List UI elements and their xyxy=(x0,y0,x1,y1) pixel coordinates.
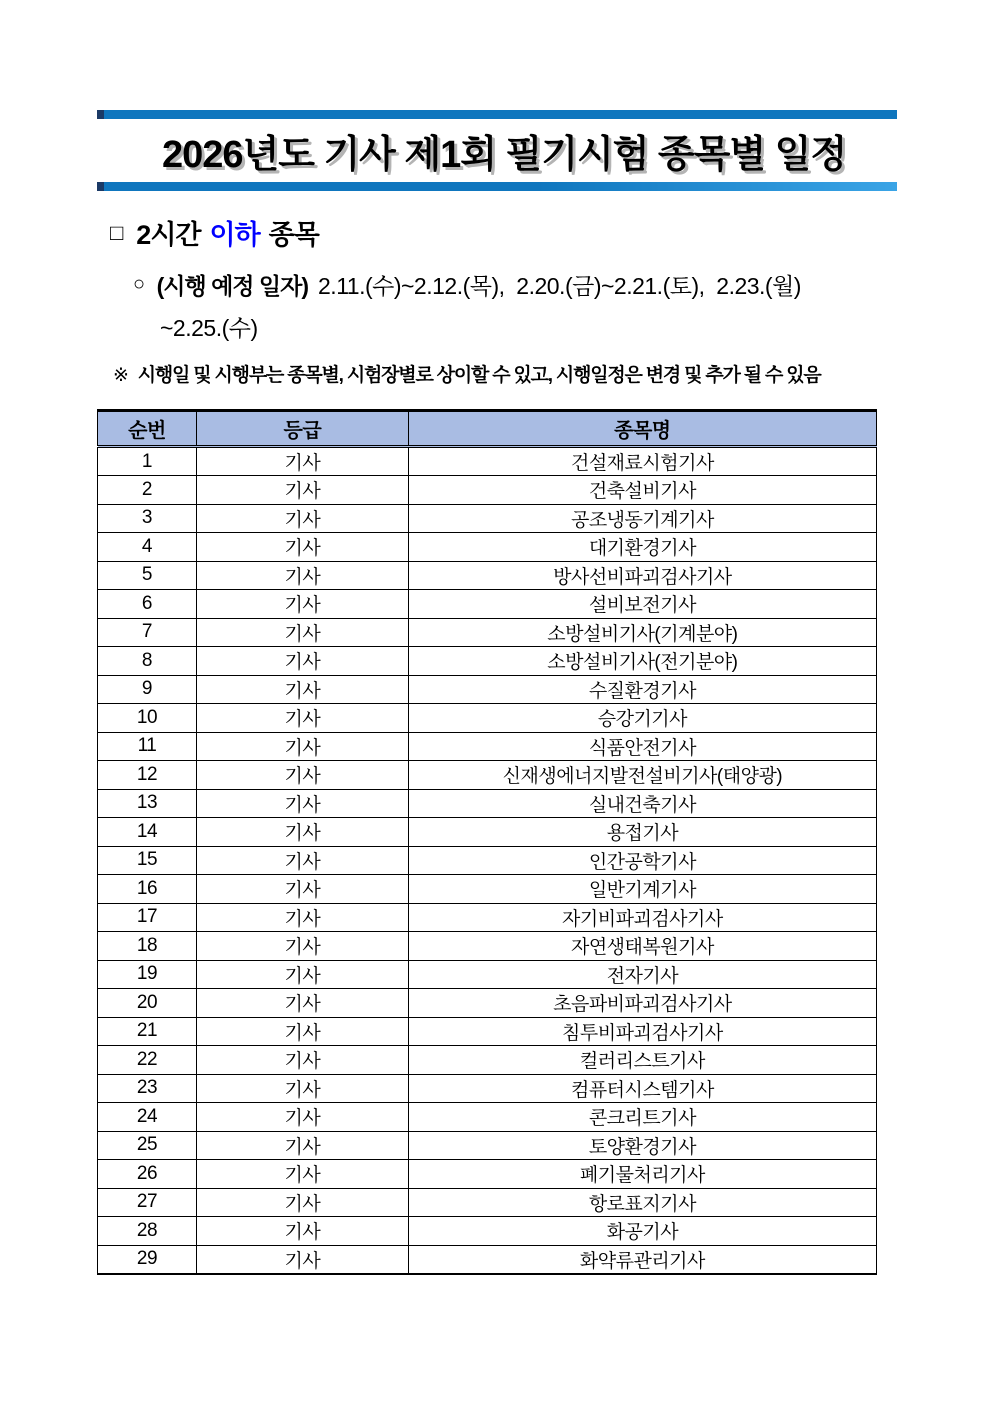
table-row xyxy=(98,1245,877,1274)
row-grade: 기사 xyxy=(196,960,408,989)
row-grade: 기사 xyxy=(196,675,408,704)
row-grade: 기사 xyxy=(196,504,408,533)
row-number: 14 xyxy=(98,818,197,847)
row-number: 17 xyxy=(98,903,197,932)
row-grade: 기사 xyxy=(196,903,408,932)
table-row xyxy=(98,1217,877,1246)
section-heading-post: 종목 xyxy=(268,220,319,250)
table-row xyxy=(98,1131,877,1160)
circle-bullet-icon: ○ xyxy=(133,273,145,295)
table-row xyxy=(98,647,877,676)
row-grade: 기사 xyxy=(196,590,408,619)
banner-bottom-rule xyxy=(97,182,897,191)
schedule-dates-line2: ~2.25.(수) xyxy=(160,315,258,341)
row-subject: 소방설비기사(기계분야) xyxy=(408,618,876,647)
row-number: 16 xyxy=(98,875,197,904)
row-subject: 식품안전기사 xyxy=(408,732,876,761)
row-subject: 건축설비기사 xyxy=(408,476,876,505)
row-number: 23 xyxy=(98,1074,197,1103)
schedule-dates-line1: 2.11.(수)~2.12.(목), 2.20.(금)~2.21.(토), 2.23.(월) xyxy=(318,273,801,299)
table-row xyxy=(98,1103,877,1132)
row-subject: 콘크리트기사 xyxy=(408,1103,876,1132)
section-heading-pre: 2시간 xyxy=(136,220,201,250)
schedule-label: (시행 예정 일자) xyxy=(156,273,309,299)
subjects-tbody xyxy=(98,447,877,1274)
row-subject: 화공기사 xyxy=(408,1217,876,1246)
row-number: 10 xyxy=(98,704,197,733)
row-number: 18 xyxy=(98,932,197,961)
row-subject: 방사선비파괴검사기사 xyxy=(408,561,876,590)
table-row xyxy=(98,903,877,932)
row-grade: 기사 xyxy=(196,704,408,733)
reference-mark-icon: ※ xyxy=(113,365,128,386)
row-grade: 기사 xyxy=(196,1131,408,1160)
section-heading xyxy=(97,213,897,252)
table-row xyxy=(98,476,877,505)
row-grade: 기사 xyxy=(196,1188,408,1217)
row-grade: 기사 xyxy=(196,875,408,904)
row-subject: 대기환경기사 xyxy=(408,533,876,562)
row-grade: 기사 xyxy=(196,561,408,590)
table-row xyxy=(98,704,877,733)
table-row xyxy=(98,846,877,875)
table-row xyxy=(98,675,877,704)
row-subject: 설비보전기사 xyxy=(408,590,876,619)
row-number: 21 xyxy=(98,1017,197,1046)
row-grade: 기사 xyxy=(196,476,408,505)
row-number: 6 xyxy=(98,590,197,619)
row-grade: 기사 xyxy=(196,989,408,1018)
row-number: 5 xyxy=(98,561,197,590)
row-subject: 컬러리스트기사 xyxy=(408,1046,876,1075)
row-subject: 화약류관리기사 xyxy=(408,1245,876,1274)
row-subject: 용접기사 xyxy=(408,818,876,847)
table-row xyxy=(98,561,877,590)
page-title: 2026년도 기사 제1회 필기시험 종목별 일정 xyxy=(161,134,847,176)
row-number: 1 xyxy=(98,447,197,476)
subjects-table xyxy=(97,409,877,1275)
table-header-row xyxy=(98,411,877,447)
row-number: 13 xyxy=(98,789,197,818)
row-number: 19 xyxy=(98,960,197,989)
row-number: 29 xyxy=(98,1245,197,1274)
table-row xyxy=(98,1046,877,1075)
row-number: 27 xyxy=(98,1188,197,1217)
row-grade: 기사 xyxy=(196,846,408,875)
row-number: 4 xyxy=(98,533,197,562)
row-subject: 컴퓨터시스템기사 xyxy=(408,1074,876,1103)
row-grade: 기사 xyxy=(196,1103,408,1132)
table-row xyxy=(98,1074,877,1103)
row-grade: 기사 xyxy=(196,1217,408,1246)
section-heading-highlight: 이하 xyxy=(209,220,260,250)
table-row xyxy=(98,1188,877,1217)
table-row xyxy=(98,533,877,562)
table-row xyxy=(98,818,877,847)
table-row xyxy=(98,732,877,761)
row-subject: 자연생태복원기사 xyxy=(408,932,876,961)
square-bullet-icon: □ xyxy=(110,219,123,245)
row-number: 28 xyxy=(98,1217,197,1246)
table-row xyxy=(98,789,877,818)
row-number: 7 xyxy=(98,618,197,647)
header-subject: 종목명 xyxy=(408,411,876,447)
row-number: 11 xyxy=(98,732,197,761)
table-row xyxy=(98,590,877,619)
row-subject: 일반기계기사 xyxy=(408,875,876,904)
row-subject: 항로표지기사 xyxy=(408,1188,876,1217)
note-text: 시행일 및 시행부는 종목별, 시험장별로 상이할 수 있고, 시행일정은 변경 및 추가 될 수 있음 xyxy=(137,365,821,386)
row-number: 8 xyxy=(98,647,197,676)
row-number: 12 xyxy=(98,761,197,790)
row-grade: 기사 xyxy=(196,1017,408,1046)
row-grade: 기사 xyxy=(196,647,408,676)
row-number: 22 xyxy=(98,1046,197,1075)
row-grade: 기사 xyxy=(196,447,408,476)
table-row xyxy=(98,989,877,1018)
row-grade: 기사 xyxy=(196,1245,408,1274)
row-subject: 승강기기사 xyxy=(408,704,876,733)
table-row xyxy=(98,875,877,904)
row-grade: 기사 xyxy=(196,1160,408,1189)
row-grade: 기사 xyxy=(196,1046,408,1075)
row-number: 26 xyxy=(98,1160,197,1189)
row-subject: 실내건축기사 xyxy=(408,789,876,818)
row-subject: 신재생에너지발전설비기사(태양광) xyxy=(408,761,876,790)
row-number: 25 xyxy=(98,1131,197,1160)
row-grade: 기사 xyxy=(196,818,408,847)
title-banner xyxy=(97,110,897,191)
row-number: 15 xyxy=(98,846,197,875)
table-row xyxy=(98,618,877,647)
row-number: 24 xyxy=(98,1103,197,1132)
row-subject: 공조냉동기계기사 xyxy=(408,504,876,533)
table-row xyxy=(98,504,877,533)
table-row xyxy=(98,447,877,476)
row-subject: 초음파비파괴검사기사 xyxy=(408,989,876,1018)
row-subject: 폐기물처리기사 xyxy=(408,1160,876,1189)
row-subject: 수질환경기사 xyxy=(408,675,876,704)
table-row xyxy=(98,932,877,961)
row-grade: 기사 xyxy=(196,761,408,790)
row-number: 3 xyxy=(98,504,197,533)
row-number: 9 xyxy=(98,675,197,704)
table-row xyxy=(98,960,877,989)
schedule-line xyxy=(97,268,897,301)
row-grade: 기사 xyxy=(196,789,408,818)
row-grade: 기사 xyxy=(196,732,408,761)
row-subject: 토양환경기사 xyxy=(408,1131,876,1160)
table-row xyxy=(98,1160,877,1189)
header-seq: 순번 xyxy=(98,411,197,447)
table-row xyxy=(98,761,877,790)
row-grade: 기사 xyxy=(196,1074,408,1103)
row-subject: 소방설비기사(전기분야) xyxy=(408,647,876,676)
table-row xyxy=(98,1017,877,1046)
banner-top-rule xyxy=(97,110,897,119)
row-number: 20 xyxy=(98,989,197,1018)
row-grade: 기사 xyxy=(196,533,408,562)
row-grade: 기사 xyxy=(196,618,408,647)
note-line xyxy=(97,360,897,387)
row-grade: 기사 xyxy=(196,932,408,961)
row-subject: 인간공학기사 xyxy=(408,846,876,875)
row-number: 2 xyxy=(98,476,197,505)
row-subject: 전자기사 xyxy=(408,960,876,989)
row-subject: 침투비파괴검사기사 xyxy=(408,1017,876,1046)
row-subject: 건설재료시험기사 xyxy=(408,447,876,476)
row-subject: 자기비파괴검사기사 xyxy=(408,903,876,932)
header-grade: 등급 xyxy=(196,411,408,447)
